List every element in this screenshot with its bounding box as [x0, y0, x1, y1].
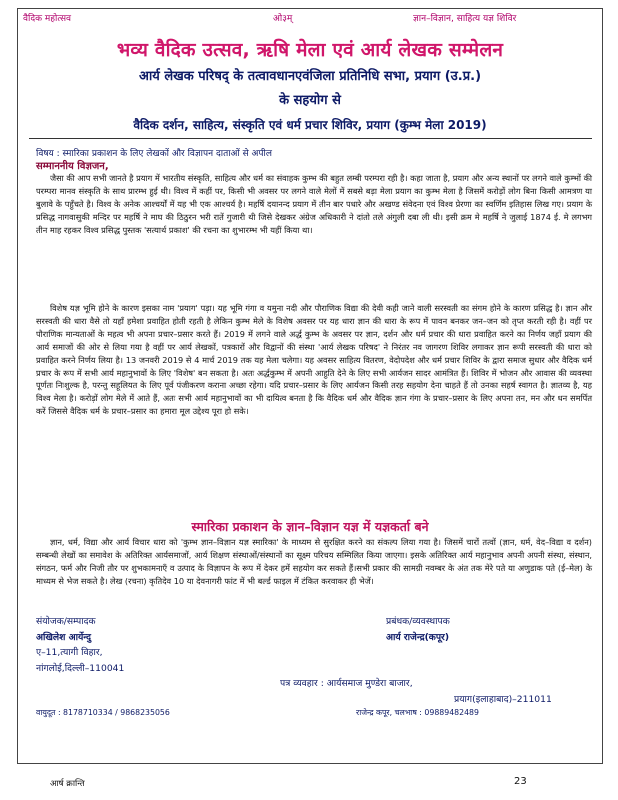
right-name: आर्य राजेन्द्र(कपूर): [386, 631, 450, 643]
paragraph-1: जैसा की आप सभी जानते है प्रयाग में भारतीय संस्कृति, साहित्य और धर्म का संवाहक कुम्भ की बहुत लम्बी परम्परा रही है। कहा जाता है, प्रयाग और अन्य स्थानों पर लगने वाले कुम्भों की परम्परा मानव संस्कृति के साथ प्रारम्भ हुई थी। विश्व में कहीं पर, किसी भी अवसर पर लगने वाले मेलों में सबसे बड़ा मेला प्रयाग का कुम्भ मेला है जिसमें करोड़ों लोग बिना किसी आमत्रण या बुलावे के पहुँचते है। विश्व के अनेक आश्चर्यों में यह भी एक आश्चर्य है। महर्षि दयानन्द प्रयाग में तीन बार पधारे और अखण्ड संवेदना एवं विश्व प्रेरणा का स्वर्णिम इतिहास लिख गए। प्रयाग के प्रसिद्ध नागवासुकी मन्दिर पर महर्षि ने माघ की ठिठुरन भरी रातें गुजारी थी जिसे देखकर अंग्रेज अधिकारी ने दांतो तले अंगुली दबा ली थी। इसी क्रम मे महर्षि ने जुलाई 1874 ई. मे लगभग तीन माह रहकर विश्व प्रसिद्ध पुस्तक 'सत्यार्थ प्रकाश' की रचना का शुभारम्भ भी यहीं किया था।: [36, 173, 592, 235]
left-address-1: ए–11,त्यागी विहार,: [36, 647, 103, 658]
subtitle-organizers: आर्य लेखक परिषद् के तत्वावधानएवंजिला प्रतिनिधि सभा, प्रयाग (उ.प्र.): [138, 69, 482, 84]
paragraph-3: ज्ञान, धर्म, विद्या और आर्य विचार धारा को 'कुम्भ ज्ञान–विज्ञान यज्ञ स्मारिका' के माध्यम से सुरक्षित करने का संकल्प लिया गया है। जिसमें चारों तत्वों (ज्ञान, धर्म, वेद–विद्या व दर्शन) सम्बन्धी लेखों का समावेश के अतिरिक्त आर्यसमाजों, आर्य शिक्षण संस्थाओं/संस्थानों का सूक्ष्म परिचय सम्मिलित किया जाएगा। इसके अतिरिक्त आर्य महानुभाव अपनी अपनी संस्था, संस्थान, संगठन, फर्म और निजी तौर पर शुभकामनाएँ व उत्पाद के विज्ञापन के रूप में देकर हमें सहयोग कर सकते हैं।सभी प्रकार की सामग्री नवम्बर के अंत तक मेरे पते या अणुडाक पते (ई–मेल) के माध्यम से भेज सकते है। लेख (रचना) कृतिदेव 10 या देवनागरी फांट में भी बर्ल्ड फाइल में टंकित करवाकर ही भेजें।: [36, 537, 592, 586]
right-contact: राजेन्द्र कपूर, चलभाष : 09889482489: [356, 708, 479, 717]
top-bar: [23, 11, 597, 25]
right-address-2: प्रयाग(इलाहाबाद)–211011: [454, 694, 552, 705]
salutation: सम्माननीय विज्ञजन,: [36, 161, 109, 172]
top-left-label: वैदिक महोत्सव: [23, 14, 72, 24]
subject-line: [36, 146, 592, 159]
subtitle-camp: वैदिक दर्शन, साहित्य, संस्कृति एवं धर्म प्रचार शिविर, प्रयाग (कुम्भ मेला 2019): [133, 118, 487, 132]
left-address-2: नांगलोई,दिल्ली–110041: [36, 662, 125, 674]
paragraph-2: विशेष यज्ञ भूमि होने के कारण इसका नाम 'प्रयाग' पड़ा। यह भूमि गंगा व यमुना नदी और पौराणिक विद्या की देवी कही जाने वाली सरस्वती का संगम होने के कारण प्रसिद्ध है। ज्ञान और सरस्वती की धारा वैसे तो यहाँ हमेशा प्रवाहित होती रहती है लेकिन कुम्भ मेले के विशेष अवसर पर यह धारा ज्ञान की धारा के रूप में पावन बनकर जन–जन को तृप्त करती रही है। वहीं पर पौराणिक मान्यताओं के महत्व भी अपना प्रचार–प्रसार करते हैं। 2019 में लगने वाले अर्द्ध कुम्भ के अवसर पर ज्ञान, दर्शन और धर्म प्रचार की धारा प्रवाहित करने का निर्णय जहाँ प्रयाग की आर्य समाजों की ओर से लिया गया है वहीं पर आर्य लेखकों, पत्रकारों और विद्वानों की संस्था 'आर्य लेखक परिषद' ने निरंतर नव जागरण शिविर लगाकर ज्ञान रूपी सरस्वती की धारा को प्रवाहित करने निर्णय लिया है। 13 जनवरी 2019 से 4 मार्च 2019 तक यह मेला चलेगा। यह अवसर साहित्य वितरण, वेदोपदेश और धर्म प्रचार शिविर के द्वारा समाज सुधार और वैदिक धर्म प्रचार के रूप में सभी आर्य महानुभावों के लिए 'विशेष' बन सकता है। अतः अर्द्धकुम्भ में अपनी आहुति देने के लिए सभी आर्यजन सादर आमंत्रित हैं। शिविर में भोजन और आवास की व्यवस्था पूर्णतः निःशुल्क है, परन्तु सहूलियत के लिए पूर्व पंजीकरण कराना अच्छा रहेगा। यदि प्रचार–प्रसार के लिए आर्यजन किसी तरह सहयोग देना चाहते हैं तो उनका सहर्ष स्वागत है। ज्ञातव्य है, यह विश्व मेला है। करोड़ों लोग मेले में आते हैं, अतः सभी आर्य महानुभावों का भी दायित्व बनता है कि वैदिक धर्म और वैदिक ज्ञान गंगा के प्रचार–प्रसार के लिए अपना तन, मन और धन समर्पित करें जिससे वैदिक धर्म के प्रचार–प्रसार का हमारा मूल उद्देश्य पूरा हो सके।: [36, 303, 592, 417]
subtitle-cooperation: के सहयोग से: [279, 93, 341, 108]
signature-left: [36, 614, 124, 676]
subject-label: विषय: [36, 149, 54, 159]
left-role: संयोजक/सम्पादक: [36, 616, 96, 627]
signature-right: [386, 614, 450, 645]
top-center-label: ओ३म्: [273, 14, 293, 24]
top-right-label: ज्ञान–विज्ञान, साहित्य यज्ञ शिविर: [413, 14, 517, 24]
right-role: प्रबंधक/व्यवस्थापक: [386, 616, 450, 627]
main-title: भव्य वैदिक उत्सव, ऋषि मेला एवं आर्य लेखक सम्मेलन: [116, 39, 504, 61]
page-number: 23: [514, 776, 527, 787]
footer-publication: आर्ष क्रान्ति: [50, 779, 85, 789]
section-heading: स्मारिका प्रकाशन के ज्ञान–विज्ञान यज्ञ में यज्ञकर्ता बने: [191, 519, 429, 534]
right-address-1: पत्र व्यवहार : आर्यसमाज मुण्डेरा बाजार,: [280, 678, 413, 689]
left-contact: वायुदूत : 8178710334 / 9868235056: [36, 708, 170, 717]
left-name: अखिलेश आर्येन्दु: [36, 631, 92, 643]
subject-text: : स्मारिका प्रकाशन के लिए लेखकों और विज्ञापन दाताओं से अपील: [56, 149, 272, 159]
divider: [29, 138, 592, 139]
